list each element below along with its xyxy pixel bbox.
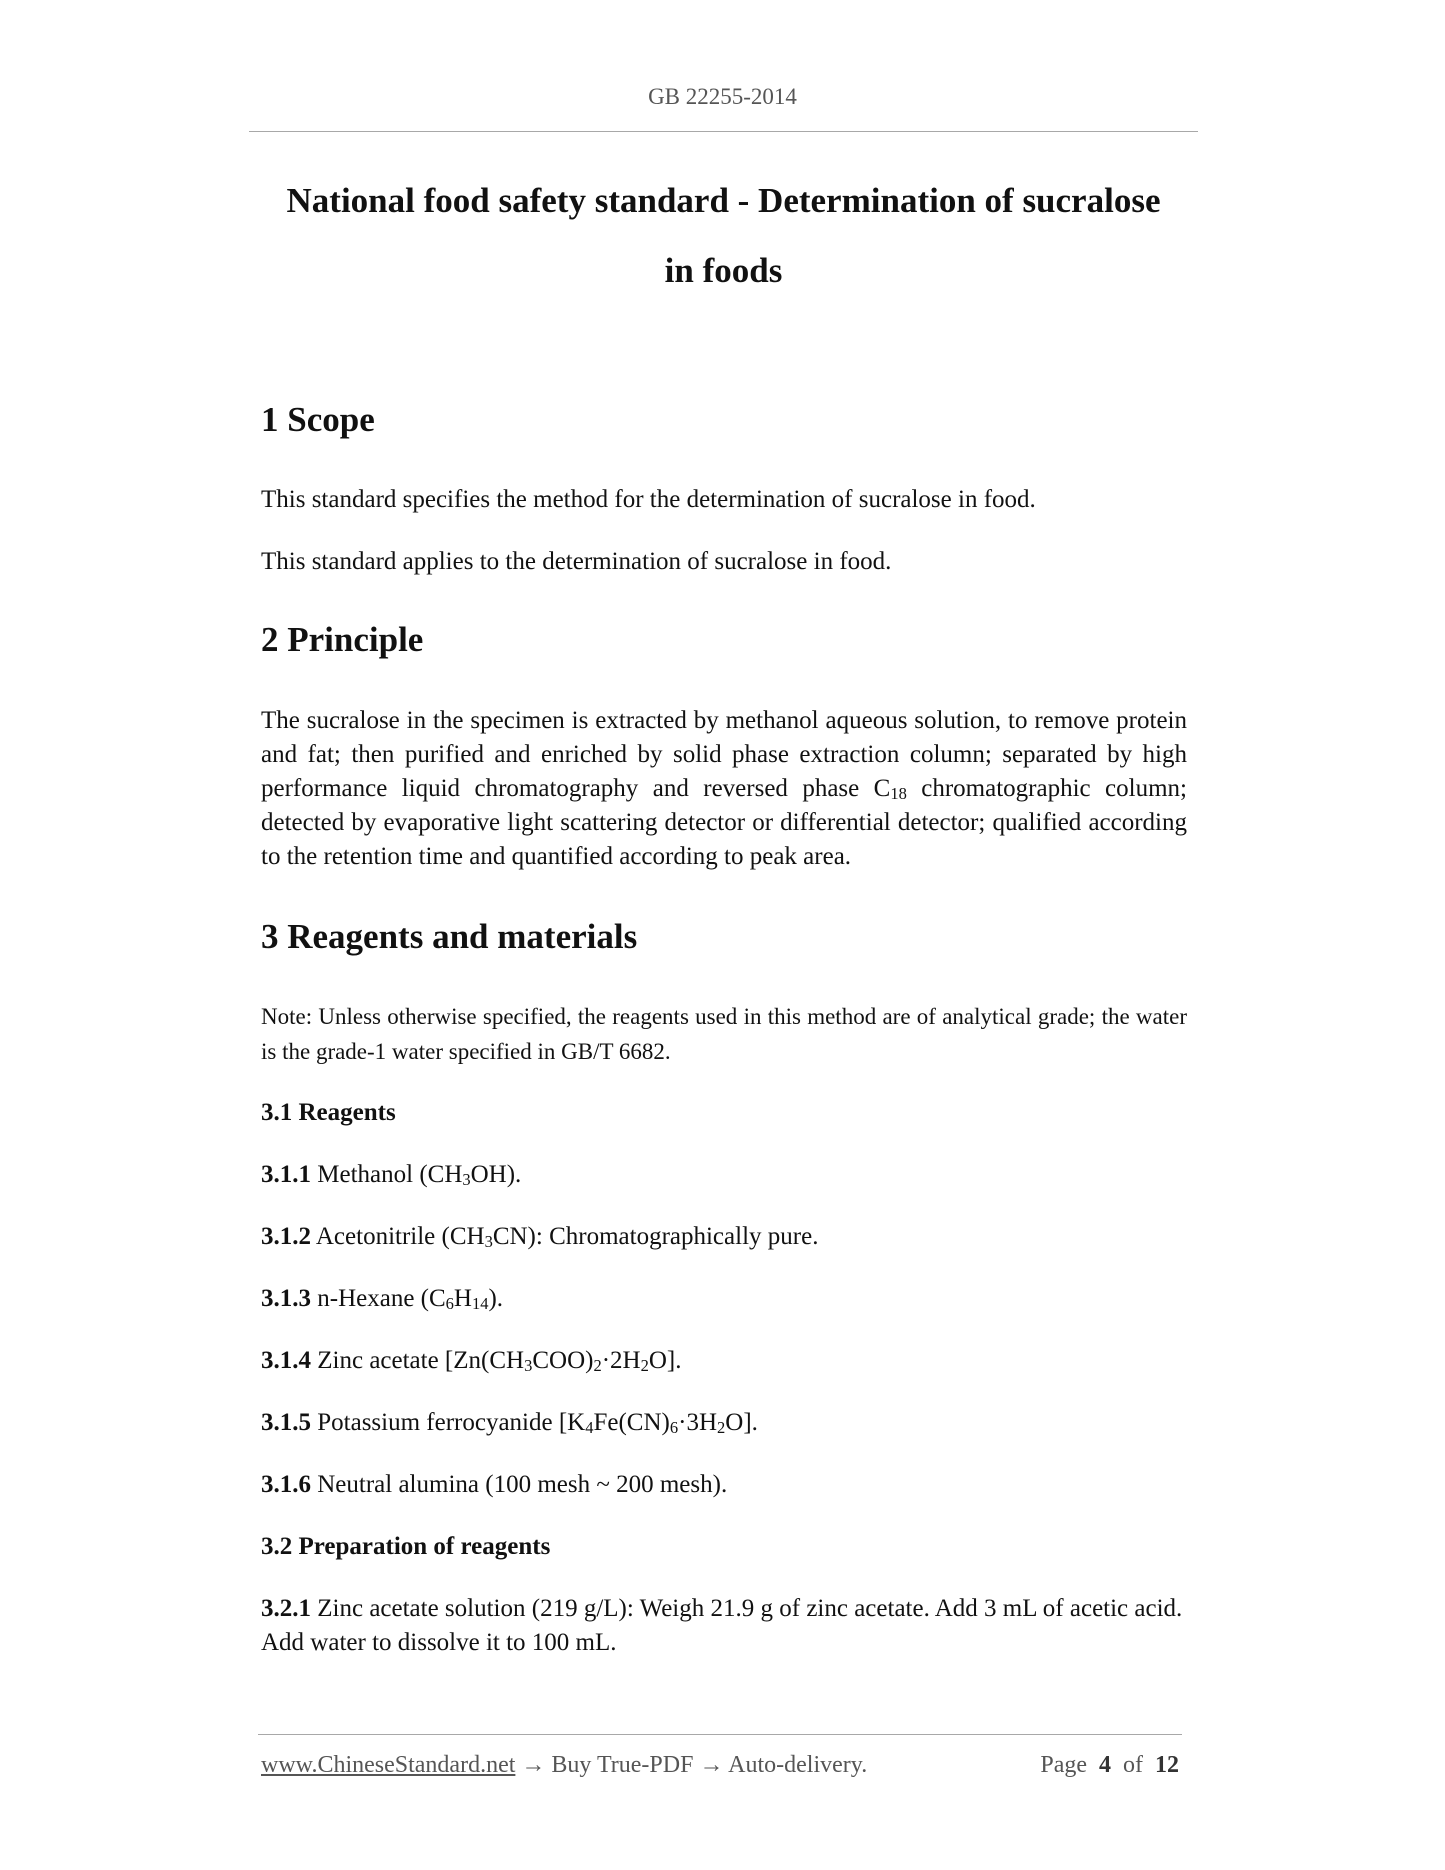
- page-footer: [261, 1752, 1179, 1779]
- website-link[interactable]: www.ChineseStandard.net: [261, 1752, 516, 1778]
- total-pages: 12: [1155, 1752, 1179, 1778]
- arrow-icon: →: [699, 1752, 724, 1778]
- reagent-item-methanol: 3.1.1 Methanol $(CH_3OH)$.: [261, 1161, 522, 1189]
- document-title: [249, 166, 1198, 306]
- title-line-2: in foods: [664, 251, 783, 290]
- reagent-item-acetonitrile: 3.1.2 Acetonitrile $(CH_3CN)$: Chromatographically pure.: [261, 1223, 819, 1251]
- current-page: 4: [1099, 1752, 1111, 1778]
- scope-paragraph-1: This standard specifies the method for the determination of sucralose in food.: [261, 486, 1036, 513]
- reagent-item-neutral-alumina: 3.1.6 Neutral alumina (100 mesh ~ 200 mesh).: [261, 1471, 728, 1498]
- document-code-header: GB 22255-2014: [648, 84, 797, 109]
- subsection-heading-reagents: 3.1 Reagents: [261, 1099, 396, 1126]
- arrow-icon: →: [521, 1752, 546, 1778]
- preparation-item-zinc-acetate-solution: 3.2.1 Zinc acetate solution (219 g/L): Weigh 21.9 g of zinc acetate. Add 3 mL of acetic acid. Add water to dissolve it to 100 mL.: [261, 1595, 1183, 1656]
- subsection-heading-preparation: 3.2 Preparation of reagents: [261, 1533, 551, 1560]
- section-heading-reagents-materials: 3 Reagents and materials: [261, 917, 638, 956]
- header-divider: [249, 131, 1198, 132]
- title-line-1: National food safety standard - Determination of sucralose: [286, 181, 1161, 220]
- section-heading-scope: 1 Scope: [261, 400, 375, 439]
- footer-divider: [258, 1734, 1182, 1735]
- reagent-item-n-hexane: 3.1.3 n-Hexane $(C_6H_{14})$.: [261, 1285, 504, 1313]
- buy-pdf-text: Buy True-PDF: [551, 1752, 694, 1778]
- auto-delivery-text: Auto-delivery.: [728, 1752, 868, 1778]
- scope-paragraph-2: This standard applies to the determination of sucralose in food.: [261, 548, 892, 575]
- footer-links: [261, 1752, 867, 1779]
- reagents-note: Note: Unless otherwise specified, the reagents used in this method are of analytical grade; the water is the grade-1 water specified in GB/T 6682.: [261, 1004, 1187, 1064]
- page-number: Page 4 of 12: [1040, 1752, 1179, 1778]
- reagent-item-potassium-ferrocyanide: 3.1.5 Potassium ferrocyanide $[K_4Fe(CN)_6\cdot 3H_2O]$.: [261, 1409, 758, 1437]
- principle-paragraph: The sucralose in the specimen is extracted by methanol aqueous solution, to remove protein and fat; then purified and enriched by solid phase extraction column; separated by high performance liquid chromatography and reversed phase $C_{18}$ chromatographic column; detected by evaporative light scattering detector or differential detector; qualified according to the retention time and quantified according to peak area.: [261, 707, 1187, 870]
- reagent-item-zinc-acetate: 3.1.4 Zinc acetate $[Zn(CH_3COO)_2\cdot 2H_2O]$.: [261, 1347, 682, 1375]
- section-heading-principle: 2 Principle: [261, 620, 424, 659]
